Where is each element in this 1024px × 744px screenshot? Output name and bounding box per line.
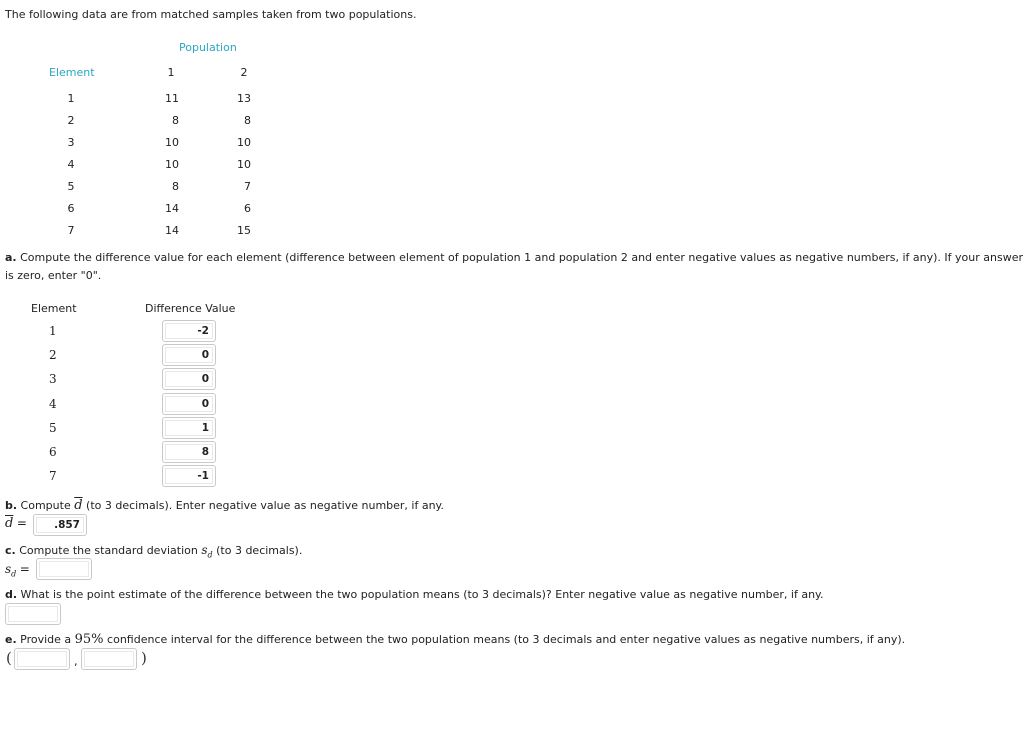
sd-subscript: d: [11, 569, 17, 579]
d-bar-symbol: $\overline{d}$: [5, 516, 14, 531]
sd-letter: s: [5, 562, 12, 576]
diff-element: 3: [49, 372, 57, 386]
d-bar-input[interactable]: [33, 514, 87, 536]
intro-text: The following data are from matched samples taken from two populations.: [5, 8, 417, 21]
difference-input-5[interactable]: [162, 417, 216, 439]
difference-input-2[interactable]: [162, 344, 216, 366]
ci-lower-input[interactable]: [14, 648, 70, 670]
element-header: Element: [49, 66, 95, 79]
equals-sign: =: [16, 516, 27, 530]
row-pop1: 10: [165, 136, 179, 149]
row-pop2: 7: [244, 180, 251, 193]
difference-value-header: Difference Value: [145, 302, 236, 315]
part-e-text-after: confidence interval for the difference between the two population means (to 3 decimals and enter negative values as negative numbers, if any).: [103, 633, 906, 646]
ci-upper-input[interactable]: [81, 648, 137, 670]
diff-element-header: Element: [31, 302, 77, 315]
row-element: 7: [67, 224, 75, 237]
part-a-question-line2: is zero, enter "0".: [5, 269, 102, 282]
part-a-text: Compute the difference value for each element (difference between element of population 1 and population 2 and enter negative values as negative numbers, if any). If your answer: [16, 251, 1023, 264]
equals-sign: =: [19, 562, 30, 576]
difference-input-3[interactable]: [162, 368, 216, 390]
row-pop1: 10: [165, 158, 179, 171]
row-pop2: 10: [237, 136, 251, 149]
close-paren: ): [141, 649, 147, 667]
d-bar-symbol: $\overline{d}$: [74, 498, 83, 513]
part-a-label: a.: [5, 251, 17, 264]
part-e-text-before: Provide a: [16, 633, 75, 646]
sd-letter: s: [201, 543, 208, 557]
row-pop2: 8: [244, 114, 251, 127]
row-pop1: 14: [165, 224, 179, 237]
part-e-question: [5, 632, 905, 647]
part-c-question: [5, 543, 302, 559]
row-pop1: 8: [172, 114, 179, 127]
open-paren: (: [6, 649, 12, 667]
diff-element: 4: [49, 397, 57, 411]
diff-element: 1: [49, 324, 57, 338]
sd-equation: [5, 562, 30, 578]
row-element: 3: [67, 136, 75, 149]
part-b-text-before: Compute: [17, 499, 75, 512]
d-bar-equation: [5, 516, 27, 531]
diff-element: 2: [49, 348, 57, 362]
part-b-text-after: (to 3 decimals). Enter negative value as negative number, if any.: [82, 499, 444, 512]
diff-element: 7: [49, 469, 57, 483]
difference-input-1[interactable]: [162, 320, 216, 342]
difference-input-6[interactable]: [162, 441, 216, 463]
point-estimate-input[interactable]: [5, 603, 61, 625]
sd-subscript: d: [207, 550, 213, 560]
part-c-text-before: Compute the standard deviation: [15, 544, 202, 557]
row-pop1: 14: [165, 202, 179, 215]
diff-element: 5: [49, 421, 57, 435]
part-d-text: What is the point estimate of the difference between the two population means (to 3 decimals)? Enter negative value as negative number, if any.: [17, 588, 824, 601]
part-d-question: [5, 588, 824, 601]
row-element: 5: [67, 180, 75, 193]
row-element: 4: [67, 158, 75, 171]
population-1-header: 1: [167, 66, 175, 79]
diff-element: 6: [49, 445, 57, 459]
row-element: 6: [67, 202, 75, 215]
part-c-label: c.: [5, 544, 16, 557]
part-b-label: b.: [5, 499, 18, 512]
row-pop1: 11: [165, 92, 179, 105]
sd-symbol: [5, 562, 17, 579]
row-pop2: 6: [244, 202, 251, 215]
row-pop2: 10: [237, 158, 251, 171]
sd-input[interactable]: [36, 558, 92, 580]
confidence-level: 95%: [74, 632, 104, 647]
comma: ,: [74, 655, 78, 668]
row-pop2: 15: [237, 224, 251, 237]
difference-input-7[interactable]: [162, 465, 216, 487]
part-b-question: [5, 498, 444, 513]
row-pop2: 13: [237, 92, 251, 105]
part-a-question: [5, 251, 1023, 264]
row-element: 1: [67, 92, 75, 105]
population-2-header: 2: [240, 66, 248, 79]
part-c-text-after: (to 3 decimals).: [212, 544, 303, 557]
row-pop1: 8: [172, 180, 179, 193]
sd-symbol: [201, 543, 213, 560]
population-header: Population: [179, 41, 237, 54]
difference-input-4[interactable]: [162, 393, 216, 415]
part-d-label: d.: [5, 588, 18, 601]
part-e-label: e.: [5, 633, 17, 646]
row-element: 2: [67, 114, 75, 127]
